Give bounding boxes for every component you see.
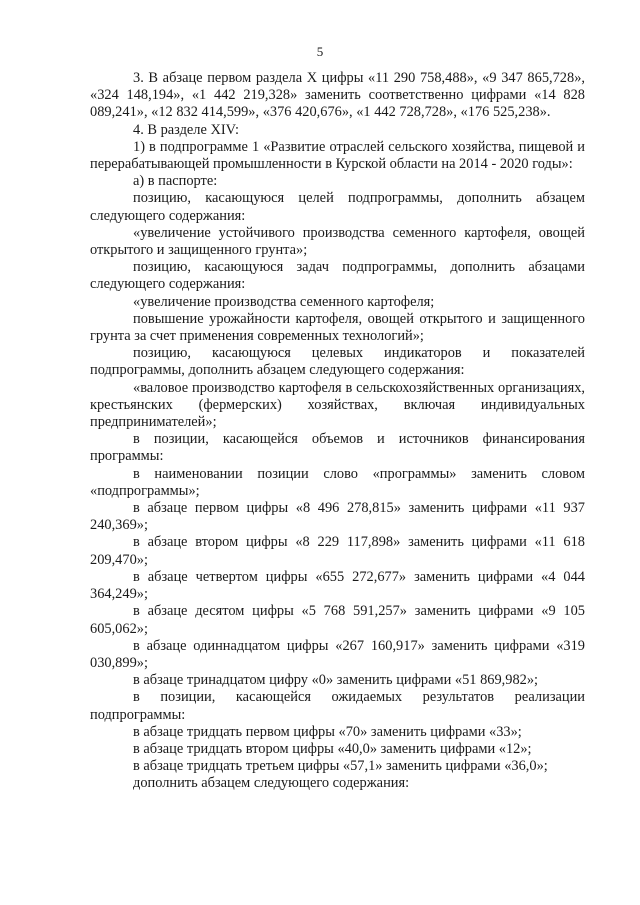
paragraph-goals-position: позицию, касающуюся целей подпрограммы, дополнить абзацем следующего содержания: (90, 190, 585, 224)
paragraph-financing-second: в абзаце втором цифры «8 229 117,898» заменить цифрами «11 618 209,470»; (90, 534, 585, 568)
paragraph-section-x-numbers: 3. В абзаце первом раздела X цифры «11 290 758,488», «9 347 865,728», «324 148,194», «1 442 219,328» заменить соответственно цифрами «14 828 089,241», «12 832 414,599», «376 420,676», «1 442 728,728», «176 525,238». (90, 70, 585, 121)
paragraph-tasks-text-1: «увеличение производства семенного картофеля; (133, 293, 435, 310)
paragraph-results-position: в позиции, касающейся ожидаемых результатов реализации подпрограммы: (90, 689, 585, 723)
paragraph-subprogram-1: 1) в подпрограмме 1 «Развитие отраслей сельского хозяйства, пищевой и перерабатывающей промышленности в Курской области на 2014 - 2020 годы»: (90, 138, 585, 173)
paragraph-passport: а) в паспорте: (133, 173, 218, 190)
paragraph-tasks-position: позицию, касающуюся задач подпрограммы, дополнить абзацами следующего содержания: (90, 259, 585, 293)
paragraph-tasks-text-2: повышение урожайности картофеля, овощей открытого и защищенного грунта за счет применения современных технологий»; (90, 310, 585, 345)
paragraph-financing-first: в абзаце первом цифры «8 496 278,815» заменить цифрами «11 937 240,369»; (90, 500, 585, 534)
paragraph-results-thirty-second: в абзаце тридцать втором цифры «40,0» заменить цифрами «12»; (133, 740, 532, 757)
paragraph-add-paragraph: дополнить абзацем следующего содержания: (133, 775, 410, 792)
paragraph-financing-thirteenth: в абзаце тринадцатом цифру «0» заменить цифрами «51 869,982»; (133, 672, 539, 689)
paragraph-financing-fourth: в абзаце четвертом цифры «655 272,677» заменить цифрами «4 044 364,249»; (90, 568, 585, 603)
paragraph-section-xiv-heading: 4. В разделе XIV: (133, 121, 239, 138)
paragraph-indicators-text: «валовое производство картофеля в сельскохозяйственных организациях, крестьянских (фермерских) хозяйствах, включая индивидуальных предпринимателей»; (90, 379, 585, 431)
document-body (90, 70, 585, 793)
page-number: 5 (316, 44, 324, 59)
paragraph-financing-tenth: в абзаце десятом цифры «5 768 591,257» заменить цифрами «9 105 605,062»; (90, 603, 585, 637)
paragraph-results-thirty-first: в абзаце тридцать первом цифры «70» заменить цифрами «33»; (133, 723, 522, 740)
paragraph-financing-eleventh: в абзаце одиннадцатом цифры «267 160,917» заменить цифрами «319 030,899»; (90, 637, 585, 671)
paragraph-indicators-position: позицию, касающуюся целевых индикаторов и показателей подпрограммы, дополнить абзацем следующего содержания: (90, 345, 585, 379)
paragraph-financing-position: в позиции, касающейся объемов и источников финансирования программы: (90, 431, 585, 465)
paragraph-financing-name: в наименовании позиции слово «программы» заменить словом «подпрограммы»; (90, 465, 585, 499)
paragraph-goals-text: «увеличение устойчивого производства семенного картофеля, овощей открытого и защищенного грунта»; (90, 224, 585, 259)
paragraph-results-thirty-third: в абзаце тридцать третьем цифры «57,1» заменить цифрами «36,0»; (133, 758, 548, 775)
